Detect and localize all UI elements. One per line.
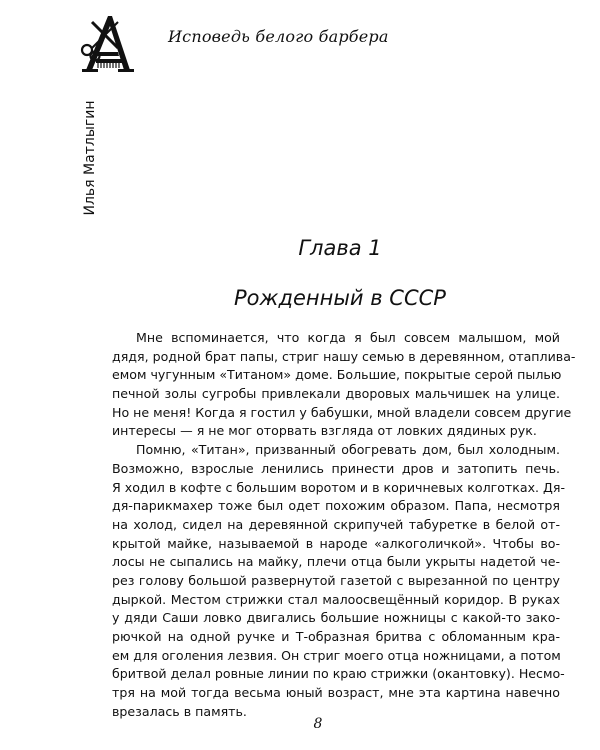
- text-line: Возможно, взрослые ленились принести дров и затопить печь.: [112, 460, 560, 476]
- author-name: Илья Матлыгин: [82, 100, 98, 216]
- text-line: лосы не сыпались на майку, плечи отца были укрыты надетой че-: [112, 554, 560, 570]
- text-line: бритвой делал ровные линии по краю стрижки (окантовку). Несмо-: [112, 666, 565, 682]
- text-line: тря на мой тогда весьма юный возраст, мне эта картина навечно: [112, 685, 560, 701]
- text-line: дыркой. Местом стрижки стал малоосвещённый коридор. В руках: [112, 591, 560, 607]
- text-line: Но не меня! Когда я гостил у бабушки, мной владели совсем другие: [112, 404, 572, 420]
- text-line: крытой майке, называемой в народе «алкоголичкой». Чтобы во-: [112, 535, 560, 551]
- running-title: Исповедь белого барбера: [168, 27, 389, 46]
- text-line: Помню, «Титан», призванный обогревать дом, был холодным.: [136, 442, 560, 458]
- chapter-body: [112, 329, 576, 721]
- text-line: Мне вспоминается, что когда я был совсем малышом, мой: [136, 330, 560, 345]
- page-number: 8: [313, 716, 323, 732]
- chapter-number: Глава 1: [298, 236, 382, 260]
- text-line: дя-парикмахер тоже был одет похожим образом. Папа, несмотря: [112, 498, 560, 514]
- text-line: рез голову большой развернутой газетой с вырезанной по центру: [112, 572, 560, 588]
- text-line: на холод, сидел на деревянной скрипучей табуретке в белой от-: [112, 516, 560, 532]
- text-line: интересы — я не мог оторвать взгляда от ловких дядиных рук.: [112, 423, 537, 439]
- text-line: дядя, родной брат папы, стриг нашу семью в деревянном, отаплива-: [112, 348, 576, 364]
- text-line: печной золы сугробы привлекали дворовых мальчишек на улице.: [112, 386, 560, 402]
- text-line: Я ходил в кофте с большим воротом и в коричневых колготках. Дя-: [112, 479, 566, 495]
- text-line: у дяди Саши ловко двигались большие ножницы с какой-то зако-: [112, 610, 560, 626]
- author-name-vertical: [80, 96, 100, 220]
- text-line: рючкой на одной ручке и Т-образная бритва с обломанным кра-: [112, 629, 560, 644]
- text-line: ем для оголения лезвия. Он стриг моего отца ножницами, а потом: [112, 647, 561, 663]
- chapter-title: Рожденный в СССР: [234, 286, 446, 310]
- letter-a-scissors-comb-icon: [78, 12, 134, 76]
- text-line: врезалась в память.: [112, 703, 247, 719]
- text-line: емом чугунным «Титаном» доме. Большие, покрытые серой пылью: [112, 367, 562, 383]
